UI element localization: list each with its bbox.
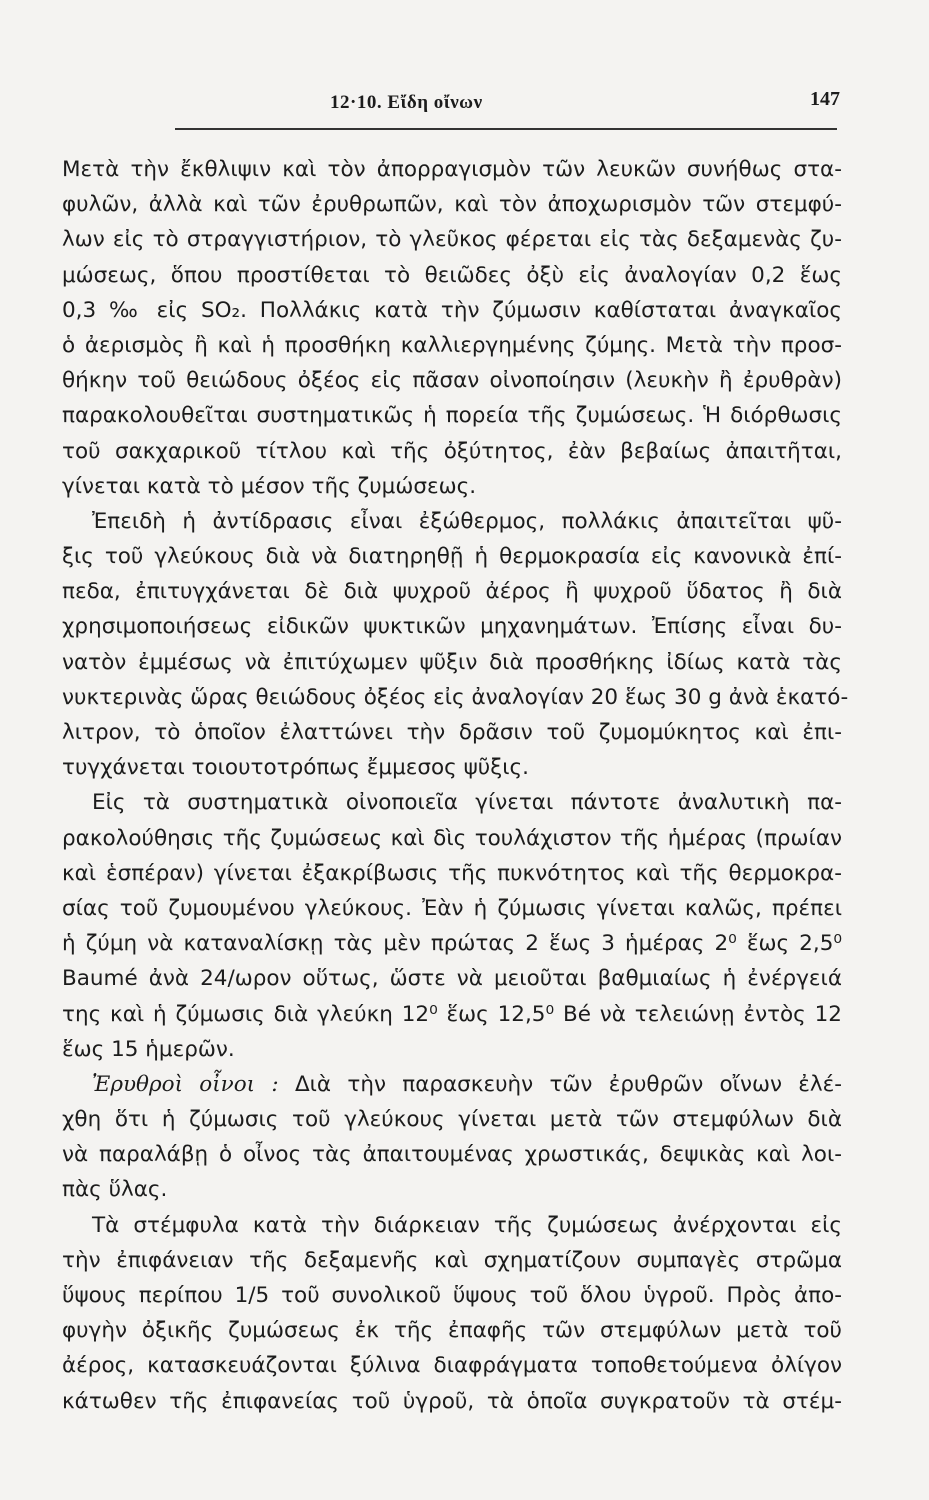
text-line: θήκην τοῦ θειώδους ὀξέος εἰς πᾶσαν οἰνοποίησιν (λευκὴν ἢ ἐρυθρὰν) <box>62 368 842 394</box>
text-line: Εἰς τὰ συστηματικὰ οἰνοποιεῖα γίνεται πάντοτε ἀναλυτικὴ πα- <box>92 790 842 816</box>
text-line: νατὸν ἐμμέσως νὰ ἐπιτύχωμεν ψῦξιν διὰ προσθήκης ἰδίως κατὰ τὰς <box>62 649 842 675</box>
text-line: ρακολούθησις τῆς ζυμώσεως καὶ δὶς τουλάχιστον τῆς ἡμέρας (πρωίαν <box>62 825 842 851</box>
text-line: φυγὴν ὀξικῆς ζυμώσεως ἐκ τῆς ἐπαφῆς τῶν στεμφύλων μετὰ τοῦ <box>62 1318 842 1344</box>
text-line: Baumé ἀνὰ 24/ωρον οὕτως, ὥστε νὰ μειοῦται βαθμιαίως ἡ ἐνέργειά <box>62 966 842 992</box>
text-line: Μετὰ τὴν ἔκθλιψιν καὶ τὸν ἀπορραγισμὸν τῶν λευκῶν συνήθως στα- <box>62 157 842 182</box>
text-line: ἡ ζύμη νὰ καταναλίσκῃ τὰς μὲν πρώτας 2 ἕως 3 ἡμέρας 2⁰ ἕως 2,5⁰ <box>62 931 842 957</box>
red-wines-heading: Ἐρυθροὶ οἶνοι : <box>92 1071 279 1097</box>
text-line: ὕψους περίπου 1/5 τοῦ συνολικοῦ ὕψους τοῦ ὅλου ὑγροῦ. Πρὸς ἀπο- <box>62 1283 842 1308</box>
text-line: νυκτερινὰς ὥρας θειώδους ὀξέος εἰς ἀναλογίαν 20 ἕως 30 g ἀνὰ ἑκατό- <box>62 684 849 710</box>
text-line: ἀέρος, κατασκευάζονται ξύλινα διαφράγματα τοποθετούμενα ὀλίγον <box>62 1353 842 1379</box>
text-line: ἕως 15 ἡμερῶν. <box>62 1036 235 1062</box>
text-line: πεδα, ἐπιτυγχάνεται δὲ διὰ ψυχροῦ ἀέρος ἢ ψυχροῦ ὕδατος ἢ διὰ <box>62 579 842 605</box>
text-line: τυγχάνεται τοιουτοτρόπως ἔμμεσος ψῦξις. <box>62 755 529 781</box>
text-line: πὰς ὕλας. <box>62 1177 168 1203</box>
text-line: της καὶ ἡ ζύμωσις διὰ γλεύκη 12⁰ ἕως 12,5⁰ Bé νὰ τελειώνῃ ἐντὸς 12 <box>62 1001 842 1027</box>
text-line: 0,3 ‰ εἰς SO₂. Πολλάκις κατὰ τὴν ζύμωσιν καθίσταται ἀναγκαῖος <box>62 297 842 323</box>
text-line: χρησιμοποιήσεως εἰδικῶν ψυκτικῶν μηχανημάτων. Ἐπίσης εἶναι δυ- <box>62 614 842 640</box>
text-line: γίνεται κατὰ τὸ μέσον τῆς ζυμώσεως. <box>62 473 477 499</box>
red-wines-line <box>62 1067 842 1102</box>
red-wines-text: Διὰ τὴν παρασκευὴν τῶν ἐρυθρῶν οἴνων ἐλέ- <box>294 1071 842 1097</box>
text-line: Τὰ στέμφυλα κατὰ τὴν διάρκειαν τῆς ζυμώσεως ἀνέρχονται εἰς <box>92 1212 842 1238</box>
text-line: ξις τοῦ γλεύκους διὰ νὰ διατηρηθῇ ἡ θερμοκρασία εἰς κανονικὰ ἐπί- <box>62 544 842 570</box>
text-line: κάτωθεν τῆς ἐπιφανείας τοῦ ὑγροῦ, τὰ ὁποῖα συγκρατοῦν τὰ στέμ- <box>62 1388 842 1414</box>
text-line: λιτρον, τὸ ὁποῖον ἐλαττώνει τὴν δρᾶσιν τοῦ ζυμομύκητος καὶ ἐπι- <box>62 720 842 745</box>
body-text <box>62 152 849 1419</box>
text-line: νὰ παραλάβῃ ὁ οἶνος τὰς ἀπαιτουμένας χρωστικάς, δεψικὰς καὶ λοι- <box>62 1142 842 1168</box>
header-rule <box>175 128 837 130</box>
text-line: φυλῶν, ἀλλὰ καὶ τῶν ἐρυθρωπῶν, καὶ τὸν ἀποχωρισμὸν τῶν στεμφύ- <box>62 192 842 218</box>
text-line: ὁ ἀερισμὸς ἢ καὶ ἡ προσθήκη καλλιεργημένης ζύμης. Μετὰ τὴν προσ- <box>62 332 842 358</box>
text-line: λων εἰς τὸ στραγγιστήριον, τὸ γλεῦκος φέρεται εἰς τὰς δεξαμενὰς ζυ- <box>62 227 842 253</box>
page-header <box>180 88 840 122</box>
text-line: τοῦ σακχαρικοῦ τίτλου καὶ τῆς ὀξύτητος, ἐὰν βεβαίως ἀπαιτῆται, <box>62 438 842 464</box>
text-line: μώσεως, ὅπου προστίθεται τὸ θειῶδες ὀξὺ εἰς ἀναλογίαν 0,2 ἕως <box>62 262 842 288</box>
page-number: 147 <box>810 88 840 110</box>
running-title: 12·10. Εἴδη οἴνων <box>330 92 483 113</box>
text-line: τὴν ἐπιφάνειαν τῆς δεξαμενῆς καὶ σχηματίζουν συμπαγὲς στρῶμα <box>62 1247 842 1273</box>
text-line: καὶ ἑσπέραν) γίνεται ἐξακρίβωσις τῆς πυκνότητος καὶ τῆς θερμοκρα- <box>62 860 842 886</box>
text-line: χθη ὅτι ἡ ζύμωσις τοῦ γλεύκους γίνεται μετὰ τῶν στεμφύλων διὰ <box>62 1107 842 1133</box>
text-line: σίας τοῦ ζυμουμένου γλεύκους. Ἐὰν ἡ ζύμωσις γίνεται καλῶς, πρέπει <box>62 895 842 921</box>
text-line: Ἐπειδὴ ἡ ἀντίδρασις εἶναι ἐξώθερμος, πολλάκις ἀπαιτεῖται ψῦ- <box>92 508 842 534</box>
text-line: παρακολουθεῖται συστηματικῶς ἡ πορεία τῆς ζυμώσεως. Ἡ διόρθωσις <box>62 403 842 429</box>
